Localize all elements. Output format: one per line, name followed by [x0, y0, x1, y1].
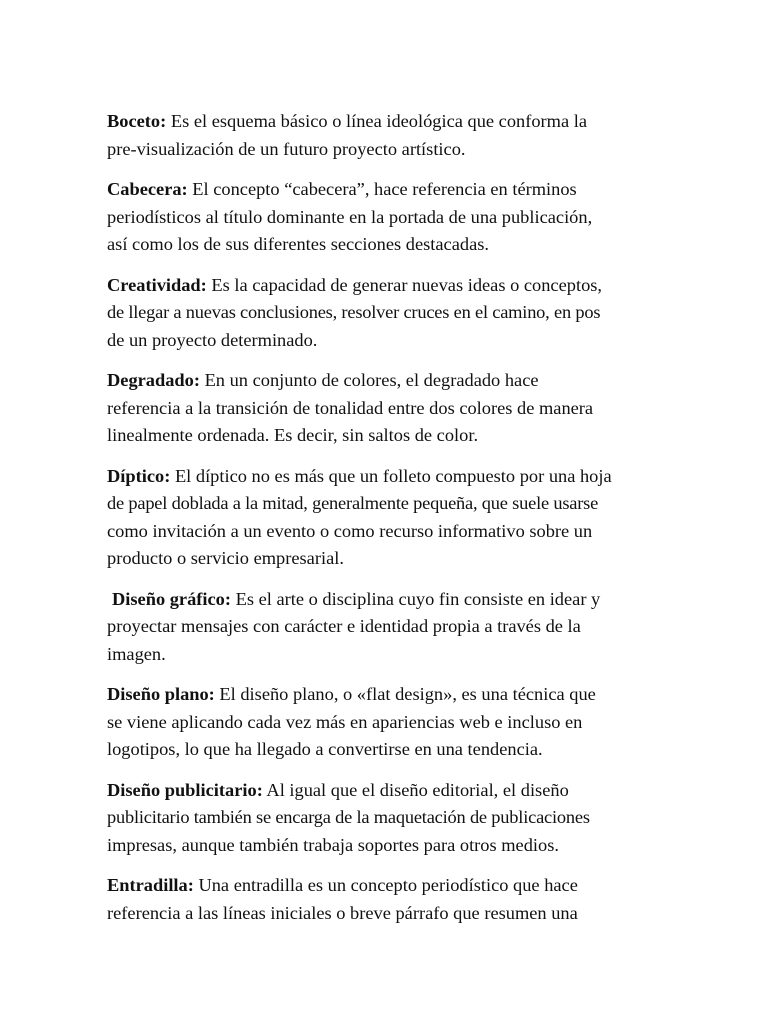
entry-line: linealmente ordenada. Es decir, sin saltos de color. — [107, 425, 479, 445]
entry-text: En un conjunto de colores, el degradado hace — [199, 370, 539, 390]
entry-term: Creatividad: — [107, 274, 207, 295]
entry-line: de papel doblada a la mitad, generalmente pequeña, que suele usarse — [107, 493, 599, 513]
entry-text: Es el arte o disciplina cuyo fin consiste en idear y — [231, 588, 601, 609]
glossary-entry-entradilla — [107, 872, 687, 927]
entry-text: Al igual que el diseño editorial, el diseño — [262, 779, 569, 800]
entry-line: como invitación a un evento o como recurso informativo sobre un — [107, 520, 593, 541]
entry-line — [107, 872, 687, 900]
entry-text: Una entradilla es un concepto periodístico que hace — [193, 875, 578, 895]
entry-term: Degradado: — [107, 370, 200, 390]
entry-line: proyectar mensajes con carácter e identidad propia a través de la — [107, 616, 581, 636]
entry-term: Cabecera: — [107, 179, 188, 199]
entry-line — [107, 367, 687, 395]
glossary-entry-diptico — [107, 463, 687, 573]
entry-line: publicitario también se encarga de la maquetación de publicaciones — [107, 807, 590, 827]
entry-line: producto o servicio empresarial. — [107, 548, 344, 568]
entry-line: referencia a la transición de tonalidad entre dos colores de manera — [107, 397, 594, 418]
entry-line — [107, 272, 687, 300]
entry-line: de llegar a nuevas conclusiones, resolver cruces en el camino, en pos — [107, 302, 601, 322]
glossary-entry-diseno-publicitario — [107, 777, 687, 860]
entry-line: así como los de sus diferentes secciones destacadas. — [107, 234, 489, 254]
entry-term: Entradilla: — [107, 875, 194, 895]
entry-text: Es el esquema básico o línea ideológica que conforma la — [166, 111, 588, 131]
entry-term: Boceto: — [107, 111, 167, 131]
entry-line — [107, 108, 687, 136]
entry-line: referencia a las líneas iniciales o breve párrafo que resumen una — [107, 902, 578, 923]
entry-text: El diseño plano, o «flat design», es una técnica que — [214, 684, 596, 704]
entry-term: Diseño gráfico: — [112, 588, 232, 609]
entry-line: imagen. — [107, 643, 166, 664]
document-page — [107, 108, 687, 940]
entry-line — [107, 463, 687, 491]
entry-line: impresas, aunque también trabaja soportes para otros medios. — [107, 834, 559, 855]
entry-text: El díptico no es más que un folleto compuesto por una hoja — [170, 465, 612, 486]
entry-line — [107, 777, 687, 805]
glossary-entry-creatividad — [107, 272, 687, 355]
glossary-entry-diseno-grafico — [107, 586, 687, 669]
entry-term: Díptico: — [107, 465, 171, 486]
entry-line: de un proyecto determinado. — [107, 329, 318, 350]
glossary-entry-cabecera — [107, 176, 687, 259]
entry-line: pre-visualización de un futuro proyecto artístico. — [107, 138, 466, 159]
entry-term: Diseño publicitario: — [107, 779, 263, 800]
entry-text: Es la capacidad de generar nuevas ideas o conceptos, — [206, 274, 603, 295]
entry-line — [107, 586, 687, 614]
entry-line — [107, 176, 687, 204]
entry-line — [107, 681, 687, 709]
glossary-entry-diseno-plano — [107, 681, 687, 764]
entry-text: El concepto “cabecera”, hace referencia en términos — [187, 179, 577, 199]
glossary-entry-degradado — [107, 367, 687, 450]
entry-line: logotipos, lo que ha llegado a convertirse en una tendencia. — [107, 739, 543, 759]
entry-line: se viene aplicando cada vez más en apariencias web e incluso en — [107, 711, 583, 732]
entry-line: periodísticos al título dominante en la portada de una publicación, — [107, 206, 593, 227]
entry-term: Diseño plano: — [107, 684, 215, 704]
glossary-entry-boceto — [107, 108, 687, 163]
